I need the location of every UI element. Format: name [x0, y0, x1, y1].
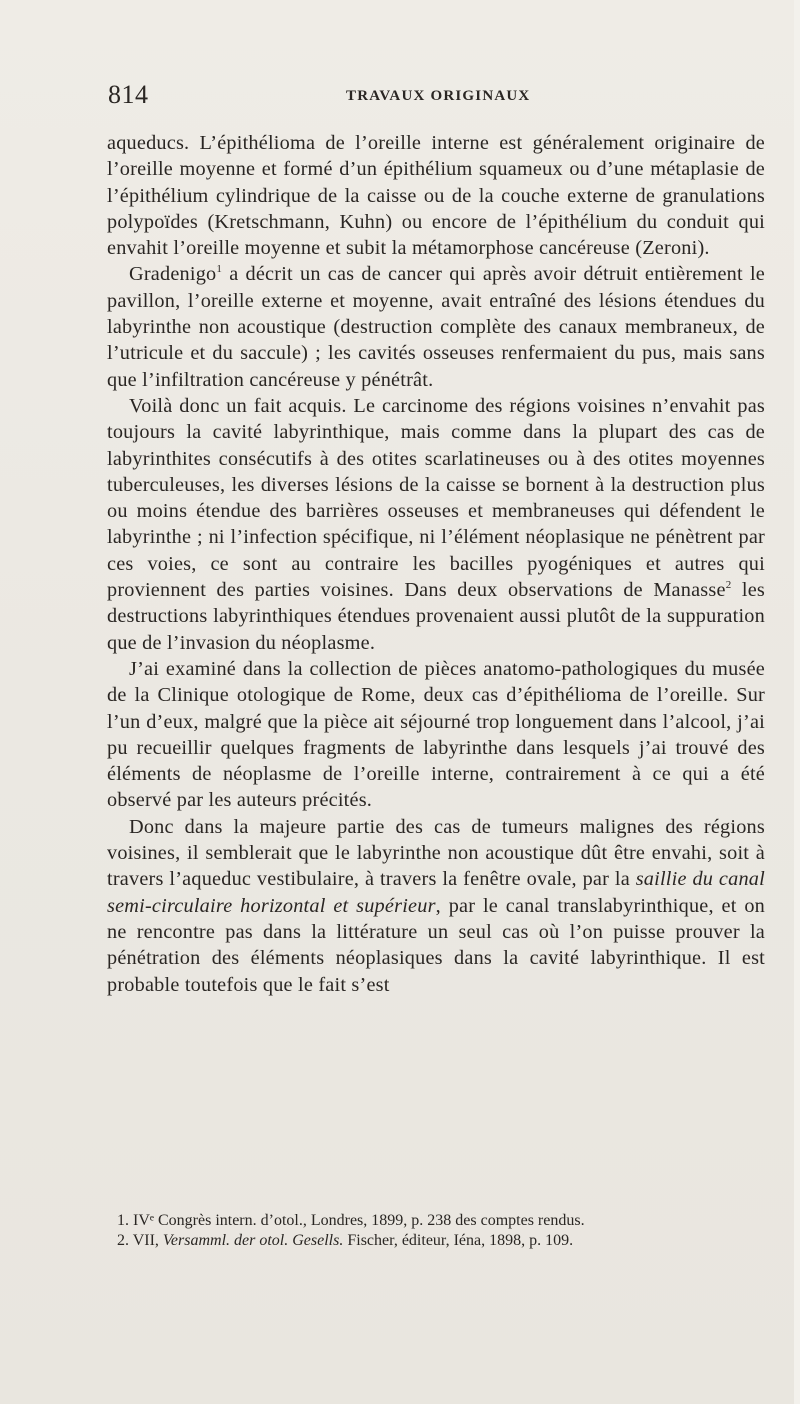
footnote-ref-2: 2 [725, 579, 732, 592]
paragraph-1: aqueducs. L’épithélioma de l’oreille interne est généralement originaire de l’oreille moyenne et formé d’un épithélium squameux ou d’une métaplasie de l’épithélium cylindrique de la caisse ou de la couche externe de granulations polypoïdes (Kretschmann, Kuhn) ou encore de l’épithélium du conduit qui envahit l’oreille moyenne et subit la métamorphose cancéreuse (Zeroni). [107, 132, 765, 260]
footnotes [107, 1211, 765, 1251]
page-edge [794, 0, 800, 1404]
page-number: 814 [108, 80, 149, 109]
paragraph-2 [107, 261, 765, 392]
footnote-2-text-a: VII, [129, 1232, 163, 1249]
footnote-2 [107, 1231, 765, 1251]
paragraph-5 [107, 814, 765, 998]
paragraph-3-text-a: Voilà donc un fait acquis. Le carcinome des régions voisines n’envahit pas toujours la cavité labyrinthique, mais comme dans la plupart des cas de labyrinthites consécutifs à des otites scarlatineuses ou à des otites moyennes tuberculeuses, les diverses lésions de la caisse se bornent à la destruction plus ou moins étendue des barrières osseuses et membraneuses qui défendent le labyrinthe ; ni l’infection spécifique, ni l’élément néoplasique ne pénètrent par ces voies, ce sont au contraire les bacilles pyogéniques et autres qui proviennent des parties voisines. Dans deux observations de Manasse [107, 394, 765, 602]
paragraph-3 [107, 393, 765, 656]
footnote-1-number: 1. [117, 1212, 129, 1229]
footnote-2-text-b: Fischer, éditeur, Iéna, 1898, p. 109. [343, 1232, 574, 1249]
italic-phrase: saillie du canal semi-circulaire horizontal et supérieur [107, 868, 765, 917]
paragraph-5-text-a: Donc dans la majeure partie des cas de tumeurs malignes des régions voisines, il semblerait que le labyrinthe non acoustique dût être envahi, soit à travers l’aqueduc vestibulaire, à travers la fenêtre ovale, par la [107, 815, 765, 891]
footnote-1 [107, 1211, 765, 1231]
paragraph-4: J’ai examiné dans la collection de pièces anatomo-pathologiques du musée de la Clinique otologique de Rome, deux cas d’épithélioma de l’oreille. Sur l’un d’eux, malgré que la pièce ait séjourné trop longuement dans l’alcool, j’ai pu recueillir quelques fragments de labyrinthe dans lesquels j’ai trouvé des éléments de néoplasme de l’oreille interne, contrairement à ce qui a été observé par les auteurs précités. [107, 657, 765, 812]
footnote-1-text: Congrès intern. d’otol., Londres, 1899, p. 238 des comptes rendus. [153, 1212, 585, 1229]
running-head: TRAVAUX ORIGINAUX [346, 88, 531, 104]
footnote-ref-1: 1 [216, 263, 223, 276]
footnote-2-italic: Versamml. der otol. Gesells. [162, 1232, 344, 1249]
body-text [107, 130, 765, 998]
paragraph-2-text: a décrit un cas de cancer qui après avoir détruit entièrement le pavillon, l’oreille externe et moyenne, avait entraîné des lésions étendues du labyrinthe non acoustique (destruction complète des canaux membraneux, de l’utricule et du saccule) ; les cavités osseuses renfermaient du pus, mais sans que l’infiltration cancéreuse y pénétrât. [107, 263, 765, 391]
paragraph-3-text-b: les destructions labyrinthiques étendues provenaient aussi plutôt de la suppuration que de l’invasion du néoplasme. [107, 579, 765, 654]
page-header [108, 80, 768, 120]
author-name: Gradenigo [129, 263, 217, 286]
footnote-2-number: 2. [117, 1232, 129, 1249]
paragraph-5-text-b: , par le canal translabyrinthique, et on ne rencontre pas dans la littérature un seul cas où l’on puisse prouver la pénétration des éléments néoplasiques dans la cavité labyrinthique. Il est probable toutefois que le fait s’est [107, 894, 765, 996]
footnote-1-roman: IVᵉ [133, 1212, 154, 1229]
